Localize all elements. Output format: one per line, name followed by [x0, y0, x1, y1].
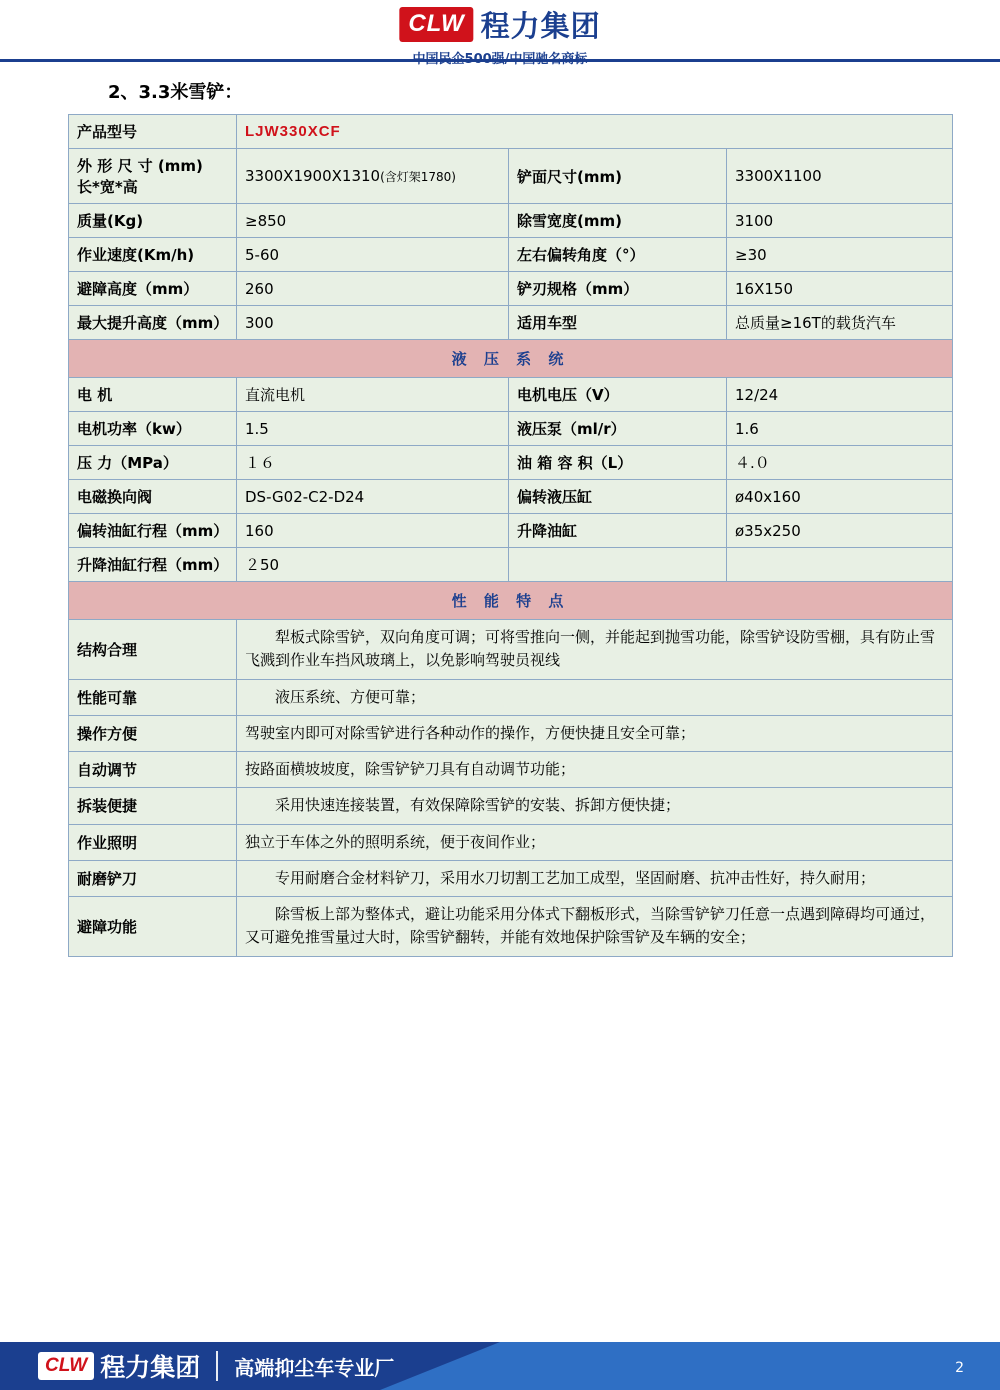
cell-value-mass: ≥850: [237, 204, 509, 238]
cell-empty-2: [727, 548, 953, 582]
cell-value-swivel-cylinder: ø40x160: [727, 480, 953, 514]
feature-text-structure: [237, 620, 953, 680]
cell-value-vehicle-type: 总质量≥16T的载货汽车: [727, 306, 953, 340]
cell-label-lift-cylinder: 升降油缸: [509, 514, 727, 548]
cell-value-lift-cylinder: ø35x250: [727, 514, 953, 548]
feature-text-wear-resistant: [237, 860, 953, 896]
feature-label-obstacle-avoidance: 避障功能: [69, 897, 237, 957]
table-row: [69, 860, 953, 896]
clw-footer-badge: CLW: [38, 1352, 94, 1380]
cell-label-pressure: 压 力（MPa）: [69, 446, 237, 480]
table-row: [69, 446, 953, 480]
feature-text-lighting: [237, 824, 953, 860]
feature-label-auto-adjust: 自动调节: [69, 752, 237, 788]
cell-value-tank-capacity: ４.０: [727, 446, 953, 480]
header-logo: [399, 4, 600, 67]
feature-label-reliable: 性能可靠: [69, 679, 237, 715]
table-row: [69, 378, 953, 412]
band-performance-features: 性 能 特 点: [69, 582, 953, 620]
label-line-2: 长*宽*高: [77, 178, 138, 196]
cell-value-clearing-width: 3100: [727, 204, 953, 238]
feature-paragraph: 专用耐磨合金材料铲刀，采用水刀切割工艺加工成型，坚固耐磨、抗冲击性好，持久耐用；: [275, 868, 876, 887]
feature-label-lighting: 作业照明: [69, 824, 237, 860]
dimension-value: 3300X1900X1310: [245, 167, 381, 185]
cell-value-motor-voltage: 12/24: [727, 378, 953, 412]
page-footer: [0, 1330, 1000, 1390]
table-row: [69, 679, 953, 715]
cell-value-pressure: １６: [237, 446, 509, 480]
feature-text-quick-install: [237, 788, 953, 824]
table-row: [69, 412, 953, 446]
feature-paragraph: 犁板式除雪铲，双向角度可调；可将雪推向一侧，并能起到抛雪功能，除雪铲设防雪棚，具有防止雪飞溅到作业车挡风玻璃上，以免影响驾驶员视线: [245, 628, 936, 670]
feature-paragraph: 采用快速连接装置，有效保障除雪铲的安装、拆卸方便快捷；: [275, 796, 681, 815]
feature-paragraph: 液压系统、方便可靠；: [275, 687, 426, 706]
feature-paragraph: 独立于车体之外的照明系统，便于夜间作业；: [245, 832, 546, 851]
table-row: [69, 204, 953, 238]
feature-label-quick-install: 拆装便捷: [69, 788, 237, 824]
table-row-model: [69, 115, 953, 149]
table-row-band-features: [69, 582, 953, 620]
logo-row: [399, 4, 600, 45]
cell-value-swivel-stroke: 160: [237, 514, 509, 548]
footer-slogan: 高端抑尘车专业厂: [234, 1355, 395, 1380]
feature-paragraph: 除雪板上部为整体式，避让功能采用分体式下翻板形式，当除雪铲铲刀任意一点遇到障碍均可通过，又可避免推雪量过大时，除雪铲翻转，并能有效地保护除雪铲及车辆的安全；: [245, 905, 936, 947]
cell-label-mass: 质量(Kg): [69, 204, 237, 238]
cell-label-clearing-width: 除雪宽度(mm): [509, 204, 727, 238]
feature-label-structure: 结构合理: [69, 620, 237, 680]
table-row: [69, 715, 953, 751]
footer-company-name: 程力集团: [100, 1353, 201, 1382]
feature-text-reliable: [237, 679, 953, 715]
table-row: [69, 306, 953, 340]
specification-table: [68, 114, 953, 957]
table-row: [69, 620, 953, 680]
header-subtitle: 中国民企500强/中国驰名商标: [412, 52, 588, 67]
label-line-1: 外 形 尺 寸 (mm): [77, 157, 203, 175]
table-row-band-hydraulic: [69, 340, 953, 378]
cell-model-value: LJW330XCF: [237, 115, 953, 149]
table-row: [69, 824, 953, 860]
band-hydraulic-system: 液 压 系 统: [69, 340, 953, 378]
cell-label-motor-voltage: 电机电压（V）: [509, 378, 727, 412]
table-row: [69, 238, 953, 272]
cell-value-motor: 直流电机: [237, 378, 509, 412]
cell-value-lift-stroke: ２50: [237, 548, 509, 582]
clw-logo-badge: CLW: [399, 7, 473, 42]
cell-label-speed: 作业速度(Km/h): [69, 238, 237, 272]
feature-text-auto-adjust: [237, 752, 953, 788]
feature-text-obstacle-avoidance: [237, 897, 953, 957]
cell-label-blade-size: 铲面尺寸(mm): [509, 149, 727, 204]
table-row: [69, 548, 953, 582]
cell-value-solenoid-valve: DS-G02-C2-D24: [237, 480, 509, 514]
cell-value-max-lift: 300: [237, 306, 509, 340]
feature-paragraph: 驾驶室内即可对除雪铲进行各种动作的操作，方便快捷且安全可靠；: [245, 723, 696, 742]
cell-model-label: 产品型号: [69, 115, 237, 149]
cell-label-obstacle-height: 避障高度（mm）: [69, 272, 237, 306]
cell-label-tank-capacity: 油 箱 容 积（L）: [509, 446, 727, 480]
cell-label-motor-power: 电机功率（kw）: [69, 412, 237, 446]
cell-empty-1: [509, 548, 727, 582]
cell-label-hydraulic-pump: 液压泵（ml/r）: [509, 412, 727, 446]
company-name-cn: 程力集团: [480, 9, 601, 43]
feature-label-easy-operation: 操作方便: [69, 715, 237, 751]
cell-value-hydraulic-pump: 1.6: [727, 412, 953, 446]
cell-label-max-lift: 最大提升高度（mm）: [69, 306, 237, 340]
cell-label-blade-edge-spec: 铲刃规格（mm）: [509, 272, 727, 306]
table-row: [69, 752, 953, 788]
page-content: [0, 78, 1000, 957]
feature-label-wear-resistant: 耐磨铲刀: [69, 860, 237, 896]
cell-label-solenoid-valve: 电磁换向阀: [69, 480, 237, 514]
cell-label-motor: 电 机: [69, 378, 237, 412]
cell-value-blade-size: 3300X1100: [727, 149, 953, 204]
cell-value-blade-edge-spec: 16X150: [727, 272, 953, 306]
page-number: 2: [955, 1360, 964, 1376]
cell-label-dimensions: [69, 149, 237, 204]
footer-logo: [38, 1342, 394, 1390]
cell-value-dimensions: [237, 149, 509, 204]
section-title: 2、3.3米雪铲：: [108, 82, 243, 103]
cell-value-obstacle-height: 260: [237, 272, 509, 306]
cell-label-swivel-stroke: 偏转油缸行程（mm）: [69, 514, 237, 548]
dimension-note: (含灯架1780): [380, 170, 456, 184]
table-row: [69, 514, 953, 548]
cell-label-vehicle-type: 适用车型: [509, 306, 727, 340]
table-row: [69, 149, 953, 204]
table-row: [69, 480, 953, 514]
table-row: [69, 897, 953, 957]
page-header: [0, 0, 1000, 67]
feature-text-easy-operation: [237, 715, 953, 751]
cell-value-swivel-angle: ≥30: [727, 238, 953, 272]
table-row: [69, 788, 953, 824]
cell-label-lift-stroke: 升降油缸行程（mm）: [69, 548, 237, 582]
cell-value-motor-power: 1.5: [237, 412, 509, 446]
table-row: [69, 272, 953, 306]
cell-label-swivel-angle: 左右偏转角度（°）: [509, 238, 727, 272]
cell-label-swivel-cylinder: 偏转液压缸: [509, 480, 727, 514]
footer-divider: [216, 1351, 218, 1381]
cell-value-speed: 5-60: [237, 238, 509, 272]
feature-paragraph: 按路面横坡坡度，除雪铲铲刀具有自动调节功能；: [245, 760, 576, 778]
